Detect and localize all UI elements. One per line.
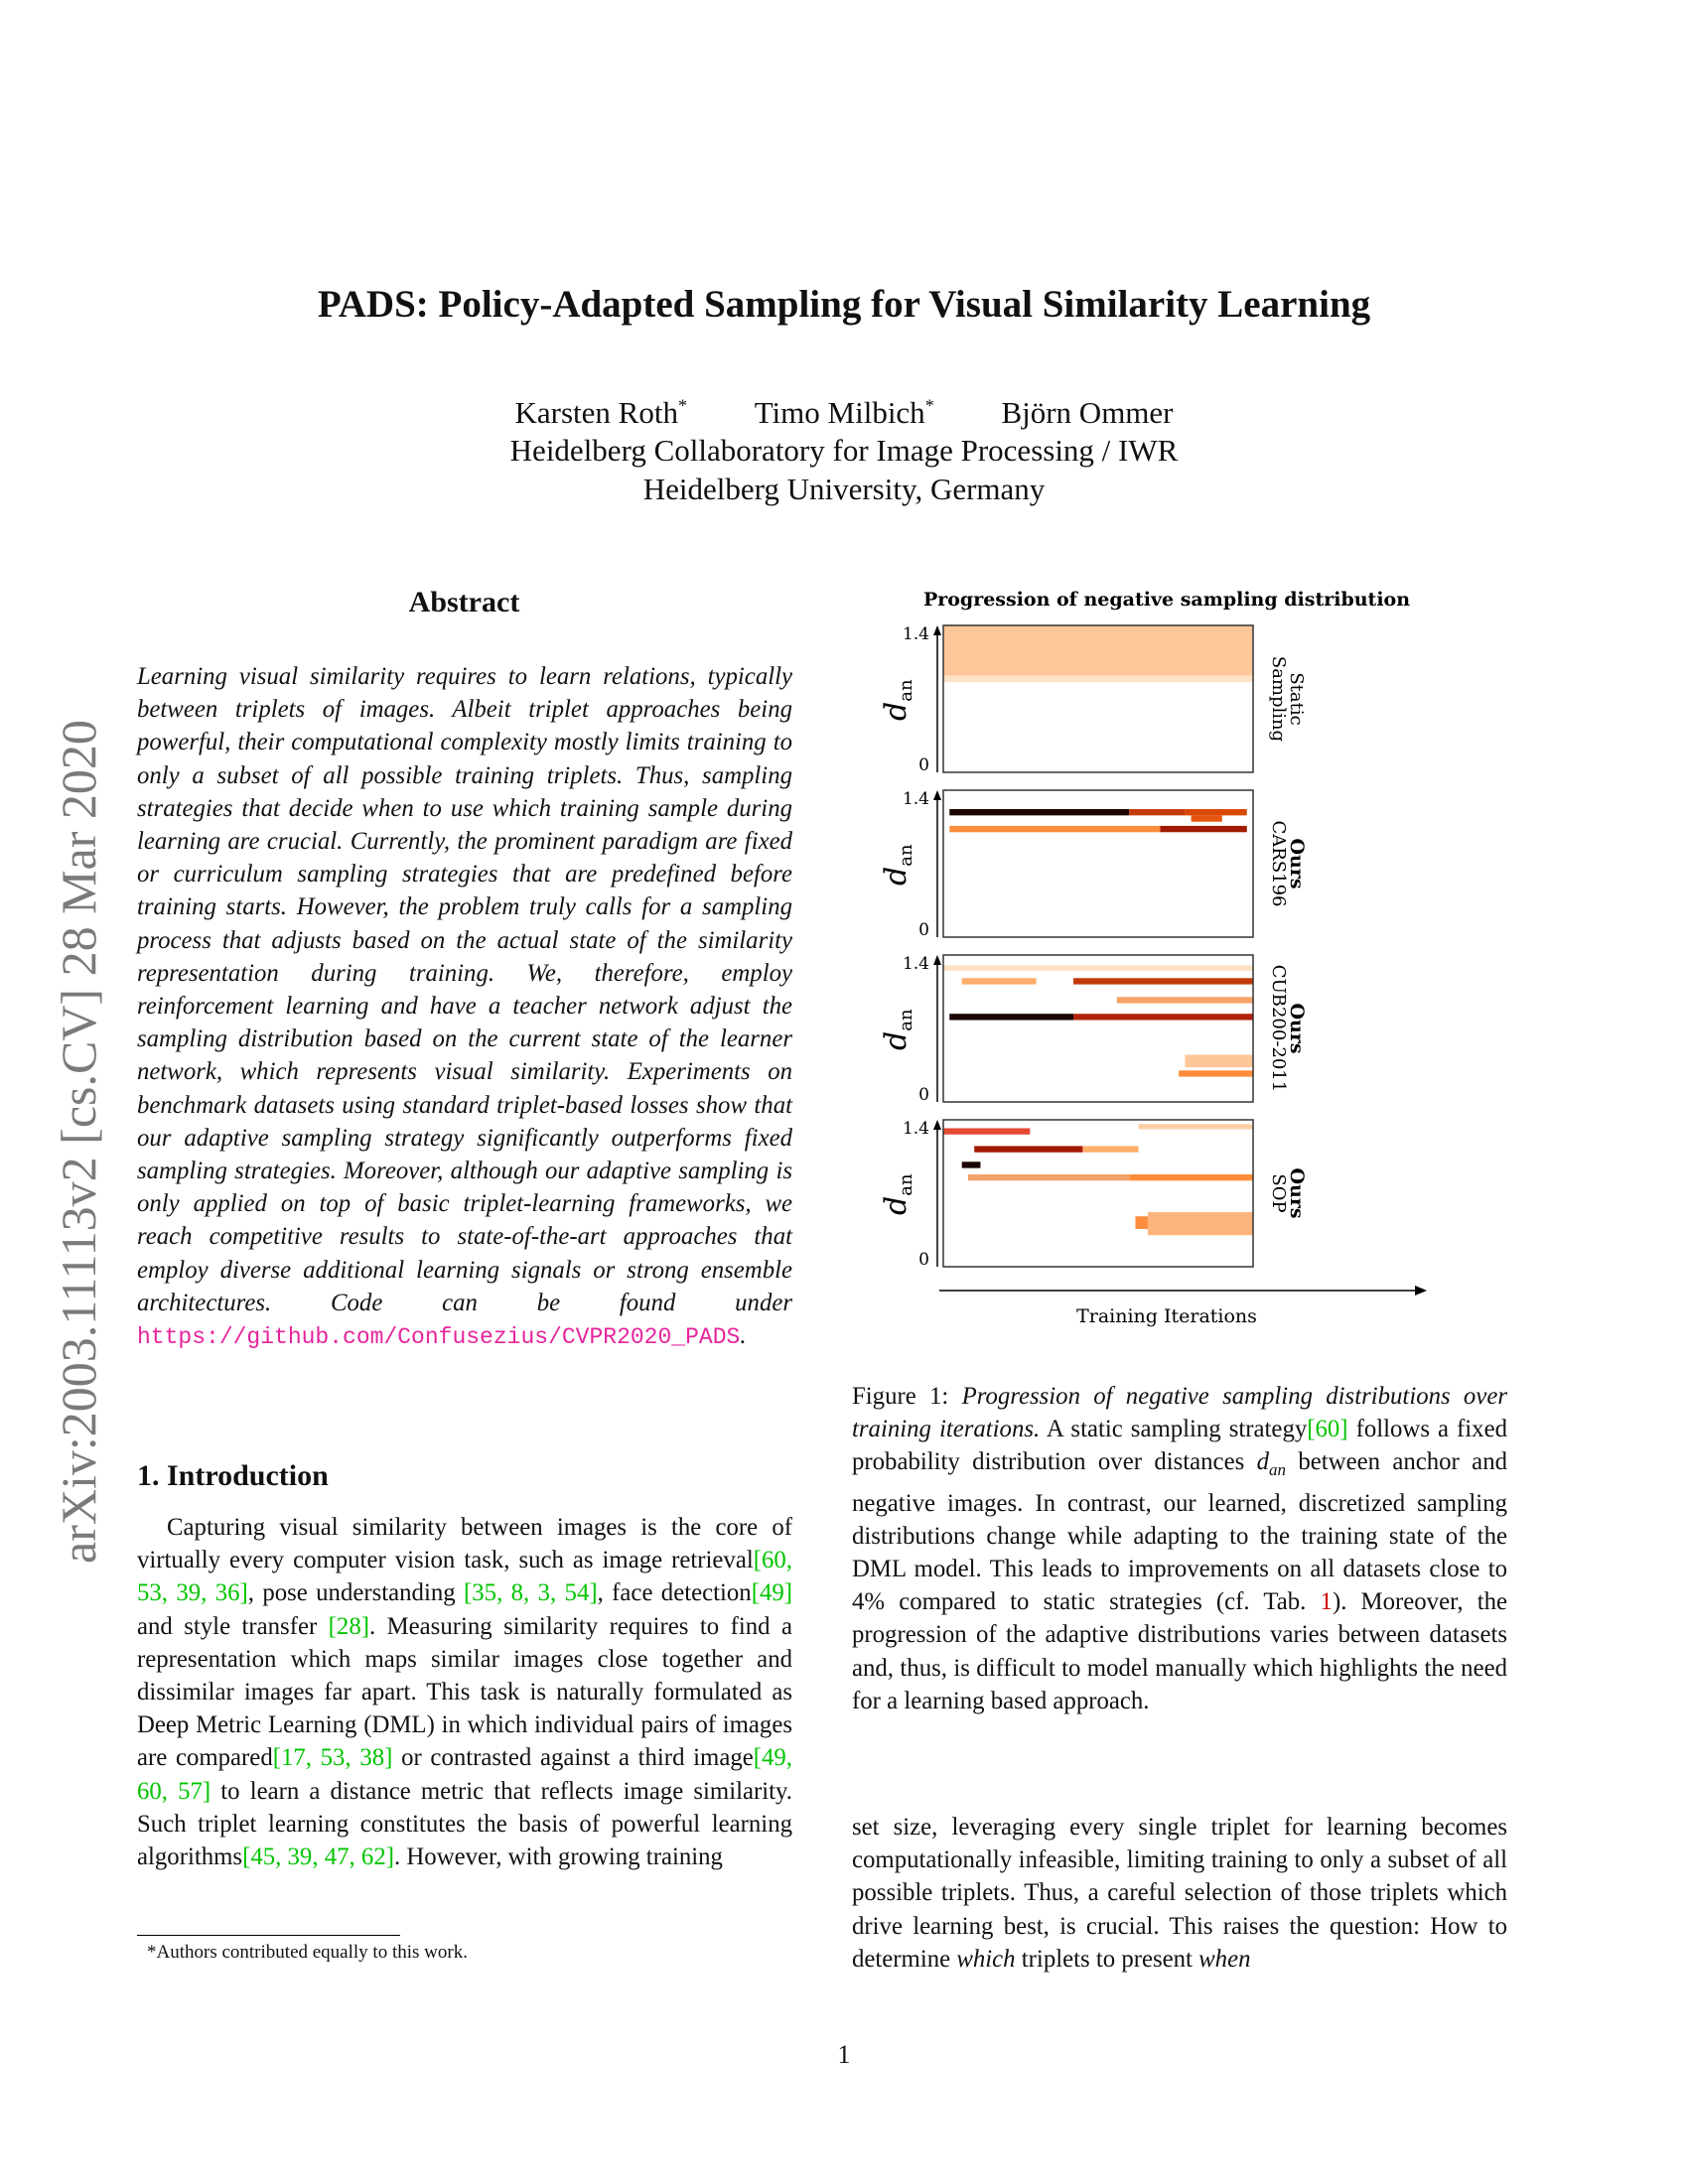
- panel-label-line-2: Sampling: [1268, 655, 1289, 743]
- page-number: 1: [837, 2040, 851, 2069]
- heatmap-band: [1179, 1070, 1253, 1076]
- y-tick-label: 0: [918, 755, 929, 775]
- heatmap-band: [949, 826, 1160, 832]
- heatmap-band: [1082, 1146, 1138, 1152]
- y-axis-label: $d_{an}$: [879, 1009, 916, 1050]
- y-tick-label: 1.4: [902, 789, 929, 809]
- heatmap-band: [949, 809, 1129, 815]
- y-axis-arrowhead: [933, 955, 941, 965]
- heatmap-band: [1185, 1054, 1253, 1067]
- heatmap-band: [968, 1174, 1129, 1180]
- intro-paragraph: Capturing visual similarity between images is the core of virtually every computer vision task, such as image retrieval[60, 53, 39, 36], pose understanding [35, 8, 3, 54], face detection[49] and style transfer [28]. Measuring similarity requires to find a representation which maps similar images close together and dissimilar images far apart. This task is naturally formulated as Deep Metric Learning (DML) in which individual pairs of images are compared[17, 53, 38] or contrasted against a third image[49, 60, 57] to learn a distance metric that reflects image similarity. Such triplet learning constitutes the basis of powerful learning algorithms[45, 39, 47, 62]. However, with growing training: [137, 1514, 793, 1871]
- panel-label-method: Ours: [1286, 1167, 1308, 1219]
- heatmap-band: [1139, 1124, 1253, 1129]
- panel-label-line-1: Static: [1286, 672, 1307, 726]
- heatmap-band: [943, 966, 1253, 971]
- author-list: [0, 395, 1688, 431]
- x-axis-arrowhead: [1415, 1286, 1427, 1296]
- y-axis-arrowhead: [933, 790, 941, 800]
- y-axis-label: $d_{an}$: [879, 1173, 916, 1215]
- paper-title: PADS: Policy-Adapted Sampling for Visual Similarity Learning: [317, 283, 1371, 326]
- affiliation-line-2: Heidelberg University, Germany: [642, 472, 1046, 506]
- y-tick-label: 1.4: [902, 624, 929, 644]
- heatmap-band: [1135, 1216, 1147, 1229]
- heatmap-band: [1117, 997, 1253, 1003]
- citation[interactable]: [49]: [751, 1579, 792, 1607]
- citation[interactable]: [17, 53, 38]: [272, 1744, 393, 1772]
- panel-label-dataset: SOP: [1268, 1173, 1289, 1213]
- footnote: *Authors contributed equally to this work.: [147, 1942, 468, 1963]
- citation[interactable]: [35, 8, 3, 54]: [464, 1579, 598, 1607]
- y-tick-label: 0: [918, 1085, 929, 1105]
- panel-label-dataset: CUB200-2011: [1268, 964, 1289, 1093]
- figure-1-chart: [844, 576, 1509, 1330]
- table-reference[interactable]: 1: [1320, 1588, 1333, 1616]
- panel-frame: [943, 955, 1253, 1102]
- heatmap-band: [1073, 978, 1253, 984]
- heatmap-band: [1148, 1212, 1253, 1235]
- right-column-paragraph: set size, leveraging every single triplet for learning becomes computationally infeasible, limiting training to only a subset of all possible triplets. Thus, a careful selection of those triplets which drive learning best, is crucial. This raises the question: How to determine which triplets to present when: [852, 1814, 1507, 1973]
- x-axis-label: Training Iterations: [1076, 1305, 1257, 1327]
- panel-label-method: Ours: [1286, 1003, 1308, 1054]
- code-link[interactable]: https://github.com/Confusezius/CVPR2020_PADS: [137, 1324, 741, 1351]
- y-tick-label: 1.4: [902, 1119, 929, 1139]
- affiliation-line-1: Heidelberg Collaboratory for Image Processing / IWR: [509, 433, 1179, 468]
- heatmap-band: [1129, 1174, 1253, 1180]
- y-axis-label: $d_{an}$: [879, 844, 916, 886]
- panel-frame: [943, 1120, 1253, 1267]
- citation[interactable]: [45, 39, 47, 62]: [242, 1843, 394, 1871]
- panel-label-dataset: CARS196: [1268, 820, 1289, 907]
- heatmap-band: [1160, 826, 1246, 832]
- y-tick-label: 0: [918, 1250, 929, 1270]
- author-1: Karsten Roth*: [514, 395, 687, 430]
- author-2: Timo Milbich*: [754, 395, 934, 430]
- heatmap-band: [962, 1161, 981, 1167]
- heatmap-band: [1129, 809, 1185, 815]
- heatmap-band: [1192, 815, 1222, 821]
- y-tick-label: 0: [918, 920, 929, 940]
- section-heading-introduction: 1. Introduction: [137, 1459, 329, 1492]
- abstract-text: Learning visual similarity requires to learn relations, typically between triplets of images. Albeit triplet approaches being powerful, their computational complexity mostly limits training to only a subset of all possible training triplets. Thus, sampling strategies that decide when to use which training sample during learning are crucial. Currently, the prominent paradigm are fixed or curriculum sampling strategies that are predefined before training starts. However, the problem truly calls for a sampling process that adjusts based on the actual state of the similarity representation during training. We, therefore, employ reinforcement learning and have a teacher network adjust the sampling distribution based on the current state of the learner network, which represents visual similarity. Experiments on benchmark datasets using standard triplet-based losses show that our adaptive sampling strategy significantly outperforms fixed sampling strategies. Moreover, although our adaptive sampling is only applied on top of basic triplet-learning frameworks, we reach competitive results to state-of-the-art approaches that employ diverse additional learning signals or strong ensemble architectures. Code can be found under https://github.com/Confusezius/CVPR2020_PADS.: [137, 663, 792, 1351]
- arxiv-sidebar-id: arXiv:2003.11113v2 [cs.CV] 28 Mar 2020: [51, 720, 106, 1564]
- heatmap-band: [974, 1146, 1082, 1152]
- heatmap-band: [1073, 1014, 1253, 1020]
- heatmap-band: [949, 1014, 1073, 1020]
- author-3: Björn Ommer: [1001, 395, 1174, 430]
- heatmap-band: [1185, 809, 1246, 815]
- y-axis-arrowhead: [933, 1120, 941, 1130]
- y-axis-label: $d_{an}$: [879, 679, 916, 721]
- figure-caption: Figure 1: Progression of negative sampling distributions over training iterations. A static sampling strategy[60] follows a fixed probability distribution over distances $d_{an}$ between anchor and negative images. In contrast, our learned, discretized sampling distributions change while adapting to the training state of the DML model. This leads to improvements on all datasets close to 4% compared to static strategies (cf. Tab. 1). Moreover, the progression of the adaptive distributions varies between datasets and, thus, is difficult to model manually which highlights the need for a learning based approach.: [852, 1383, 1507, 1714]
- heatmap-band: [962, 978, 1037, 984]
- heatmap-band: [943, 1128, 1030, 1134]
- heatmap-band: [943, 625, 1253, 676]
- citation[interactable]: [60]: [1307, 1416, 1348, 1443]
- y-axis-arrowhead: [933, 625, 941, 635]
- panel-label-method: Ours: [1286, 838, 1308, 889]
- citation[interactable]: [49, 60, 57]: [137, 1744, 793, 1805]
- abstract-heading: Abstract: [408, 586, 520, 618]
- citation[interactable]: [60, 53, 39, 36]: [137, 1547, 792, 1607]
- chart-title: Progression of negative sampling distribution: [922, 589, 1411, 611]
- citation[interactable]: [28]: [328, 1612, 369, 1640]
- heatmap-band: [943, 676, 1253, 682]
- footnote-rule: [137, 1935, 400, 1936]
- y-tick-label: 1.4: [902, 954, 929, 974]
